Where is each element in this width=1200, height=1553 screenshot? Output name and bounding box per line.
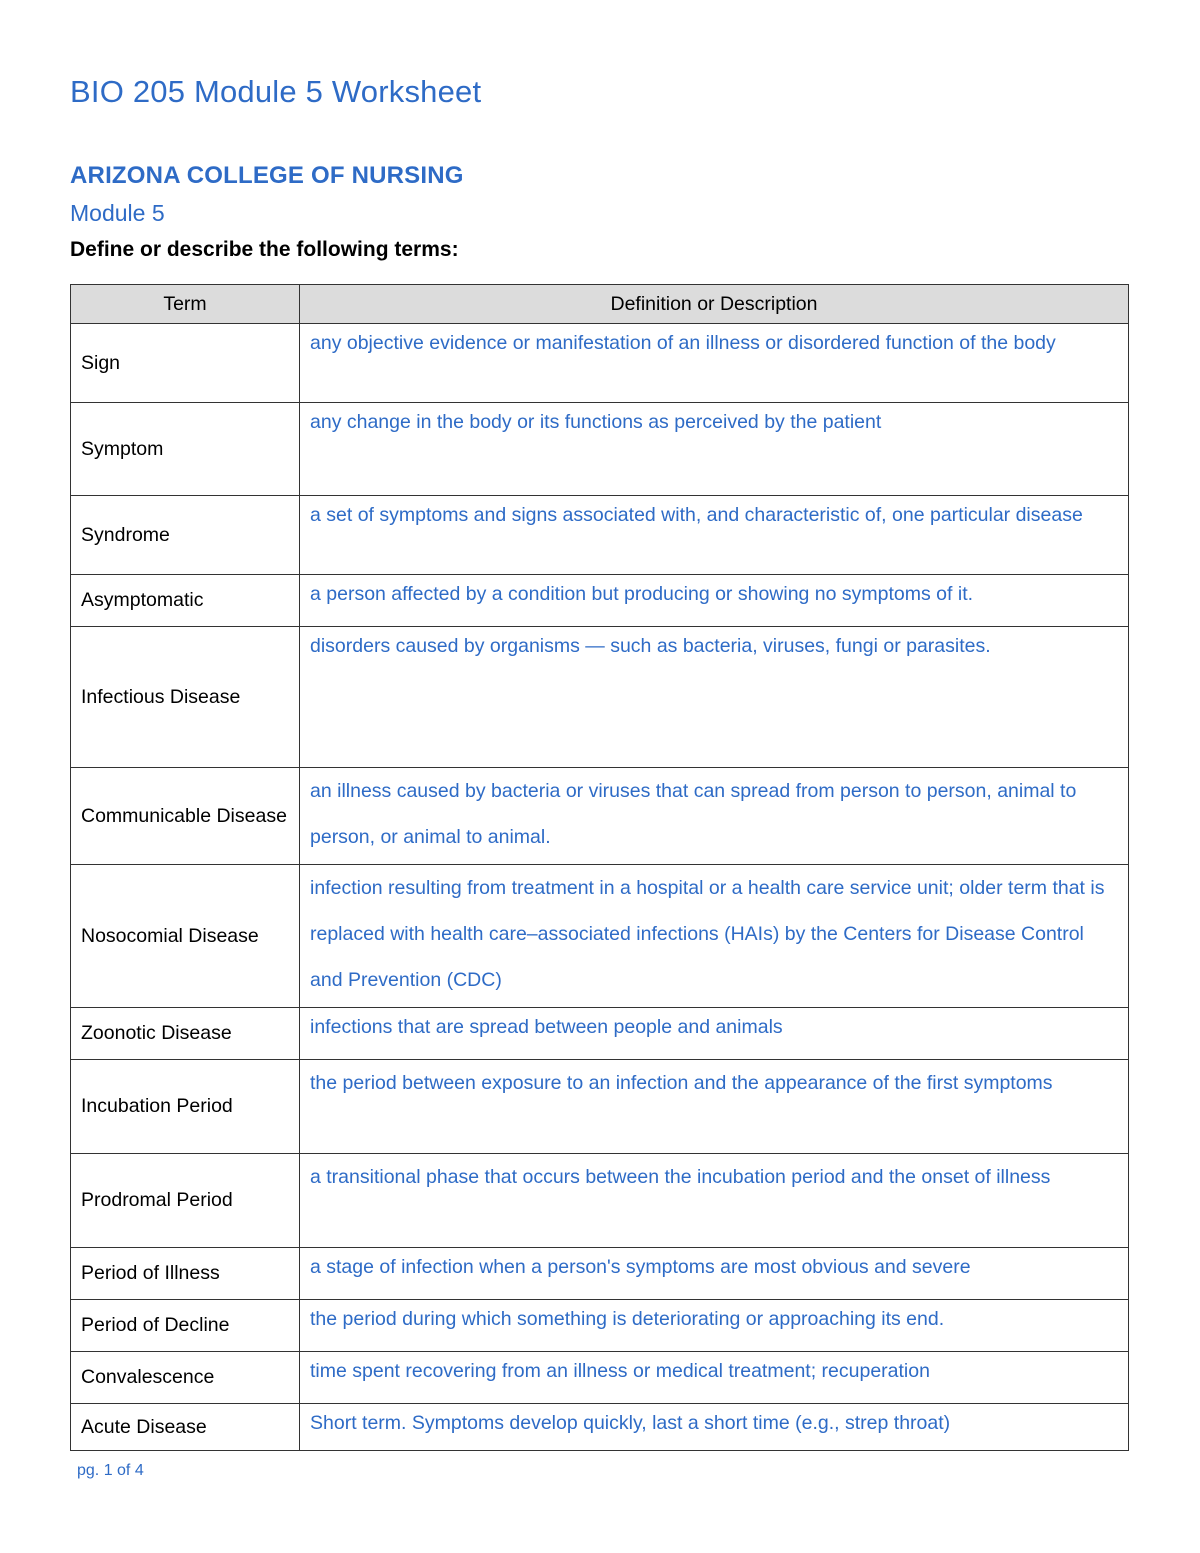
term-cell: Asymptomatic [71,575,300,627]
definition-cell: the period during which something is deteriorating or approaching its end. [300,1300,1129,1352]
term-cell: Communicable Disease [71,768,300,865]
term-cell: Period of Illness [71,1248,300,1300]
module-heading: Module 5 [70,200,165,226]
definition-cell: a stage of infection when a person's symptoms are most obvious and severe [300,1248,1129,1300]
definition-cell: an illness caused by bacteria or viruses that can spread from person to person, animal to person, or animal to animal. [300,768,1129,865]
header-definition: Definition or Description [300,285,1129,324]
definition-cell: a transitional phase that occurs between the incubation period and the onset of illness [300,1154,1129,1248]
table-header-row [71,285,1129,324]
term-cell: Zoonotic Disease [71,1008,300,1060]
term-cell: Nosocomial Disease [71,865,300,1008]
table-row [71,496,1129,575]
definition-cell: infections that are spread between people and animals [300,1008,1129,1060]
table-row [71,403,1129,496]
definition-cell: any change in the body or its functions as perceived by the patient [300,403,1129,496]
term-cell: Period of Decline [71,1300,300,1352]
table-row [71,324,1129,403]
page-number: pg. 1 of 4 [77,1462,144,1479]
definition-cell: time spent recovering from an illness or medical treatment; recuperation [300,1352,1129,1404]
instructions: Define or describe the following terms: [70,238,459,261]
definition-cell: the period between exposure to an infection and the appearance of the first symptoms [300,1060,1129,1154]
table-row [71,575,1129,627]
definition-cell: disorders caused by organisms — such as bacteria, viruses, fungi or parasites. [300,627,1129,768]
table-row [71,1352,1129,1404]
table-row [71,1404,1129,1451]
definition-cell: a set of symptoms and signs associated with, and characteristic of, one particular disease [300,496,1129,575]
table-row [71,768,1129,865]
table-row [71,865,1129,1008]
term-cell: Prodromal Period [71,1154,300,1248]
document-title: BIO 205 Module 5 Worksheet [70,74,482,109]
college-name: ARIZONA COLLEGE OF NURSING [70,162,464,189]
term-cell: Acute Disease [71,1404,300,1451]
table-row [71,1248,1129,1300]
table-row [71,1154,1129,1248]
definition-cell: Short term. Symptoms develop quickly, last a short time (e.g., strep throat) [300,1404,1129,1451]
table-row [71,1008,1129,1060]
table-row [71,1300,1129,1352]
header-term: Term [71,285,300,324]
term-cell: Syndrome [71,496,300,575]
term-cell: Symptom [71,403,300,496]
term-cell: Infectious Disease [71,627,300,768]
term-cell: Sign [71,324,300,403]
term-cell: Convalescence [71,1352,300,1404]
terms-table [70,284,1129,1451]
definition-cell: a person affected by a condition but producing or showing no symptoms of it. [300,575,1129,627]
definition-cell: infection resulting from treatment in a hospital or a health care service unit; older term that is replaced with health care–associated infections (HAIs) by the Centers for Disease Control and Prevention (CDC) [300,865,1129,1008]
term-cell: Incubation Period [71,1060,300,1154]
table-row [71,1060,1129,1154]
definition-cell: any objective evidence or manifestation of an illness or disordered function of the body [300,324,1129,403]
table-row [71,627,1129,768]
